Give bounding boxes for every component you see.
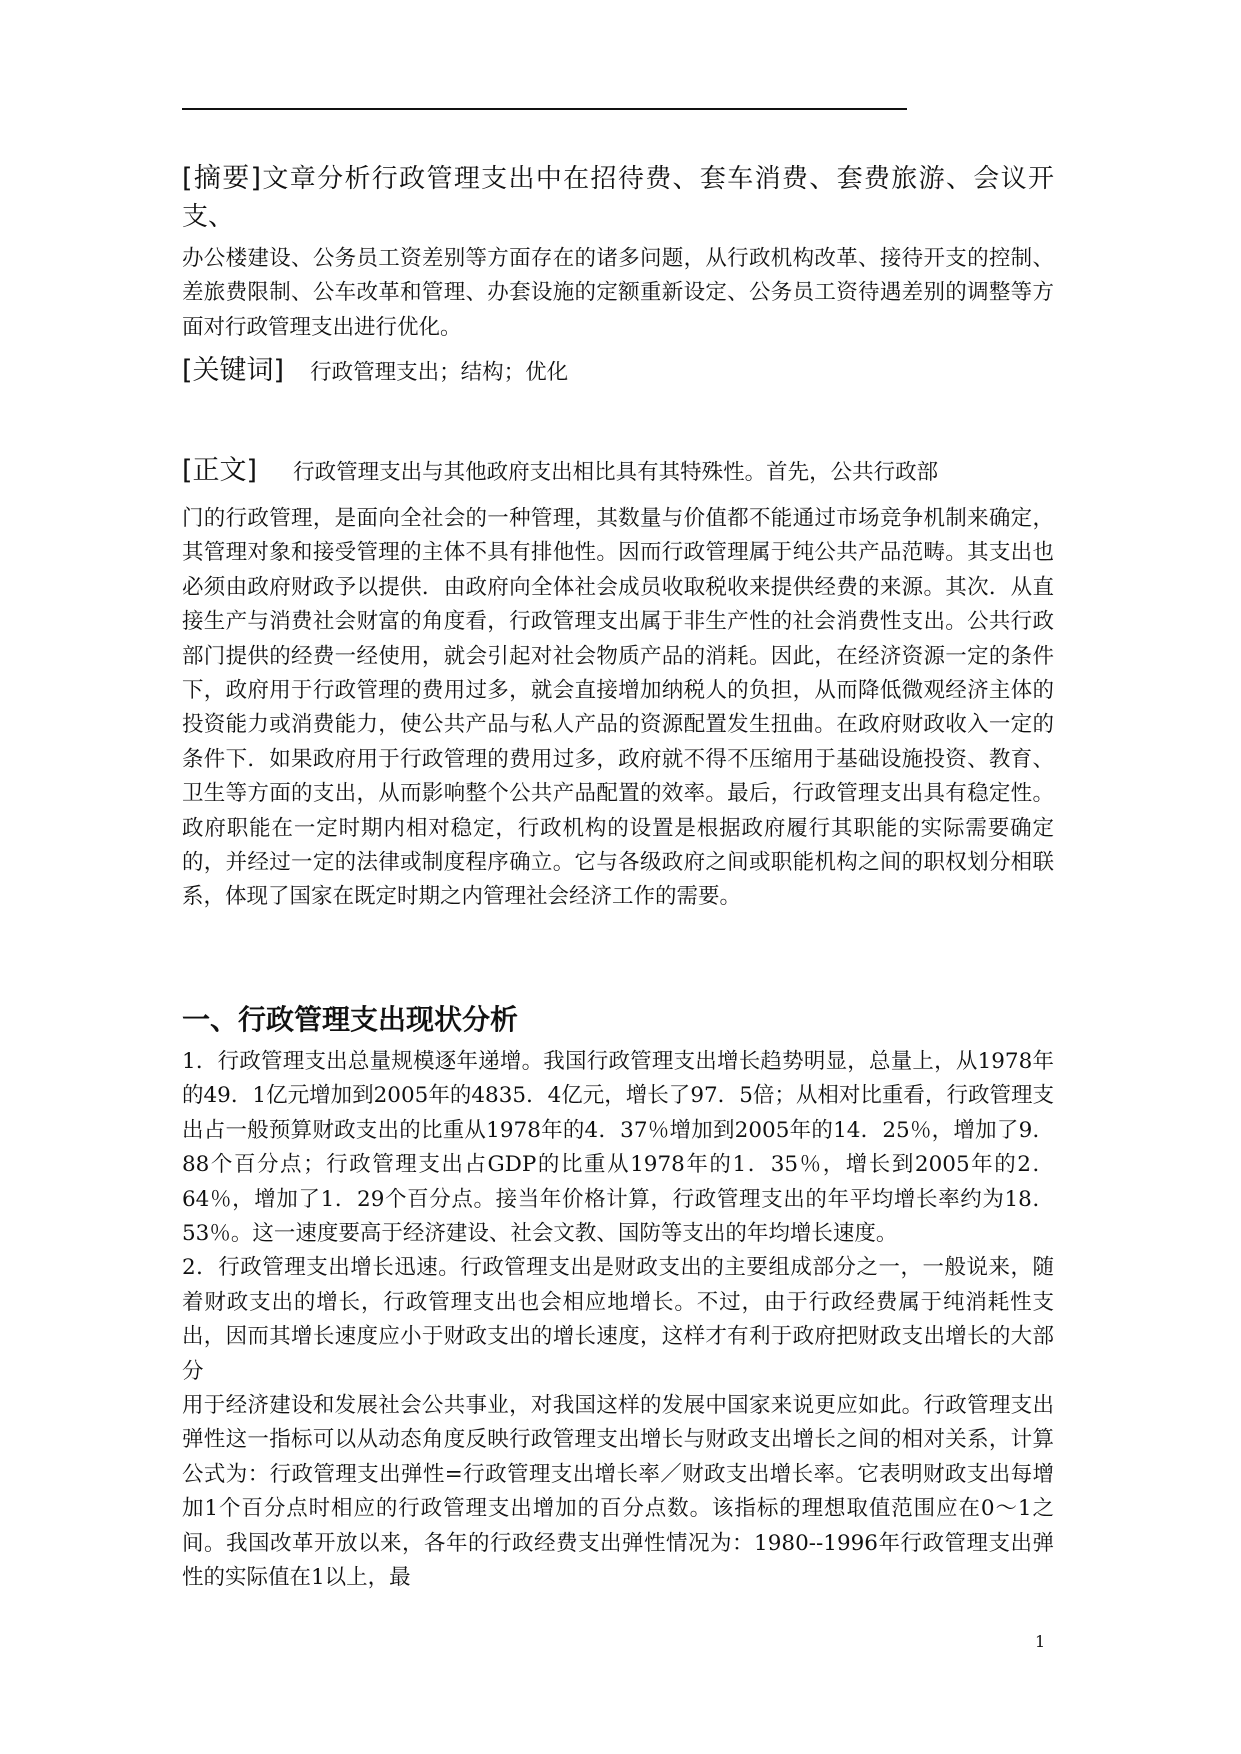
section-paragraph-3: 用于经济建设和发展社会公共事业，对我国这样的发展中国家来说更应如此。行政管理支出弹性这一指标可以从动态角度反映行政管理支出增长与财政支出增长之间的相对关系，计算公式为：行政管理支出弹性=行政管理支出增长率／财政支出增长率。它表明财政支出每增加1个百分点时相应的行政管理支出增加的百分点数。该指标的理想取值范围应在0～1之间。我国改革开放以来，各年的行政经费支出弹性情况为：1980--1996年行政管理支出弹性的实际值在1以上，最	[182, 1393, 1054, 1591]
main-text-body: 门的行政管理，是面向全社会的一种管理，其数量与价值都不能通过市场竞争机制来确定，其管理对象和接受管理的主体不具有排他性。因而行政管理属于纯公共产品范畴。其支出也必须由政府财政予以提供．由政府向全体社会成员收取税收来提供经费的来源。其次．从直接生产与消费社会财富的角度看，行政管理支出属于非生产性的社会消费性支出。公共行政部门提供的经费一经使用，就会引起对社会物质产品的消耗。因此，在经济资源一定的条件下，政府用于行政管理的费用过多，就会直接增加纳税人的负担，从而降低微观经济主体的投资能力或消费能力，使公共产品与私人产品的资源配置发生扭曲。在政府财政收入一定的条件下．如果政府用于行政管理的费用过多，政府就不得不压缩用于基础设施投资、教育、卫生等方面的支出，从而影响整个公共产品配置的效率。最后，行政管理支出具有稳定性。政府职能在一定时期内相对稳定，行政机构的设置是根据政府履行其职能的实际需要确定的，并经过一定的法律或制度程序确立。它与各级政府之间或职能机构之间的职权划分相联系，体现了国家在既定时期之内管理社会经济工作的需要。	[182, 506, 1054, 910]
keywords-text: 行政管理支出；结构；优化	[310, 360, 569, 385]
page-number: 1	[1035, 1632, 1046, 1651]
section-body	[182, 1045, 1054, 1596]
abstract-tag: [摘要]	[182, 163, 262, 194]
abstract-text: 办公楼建设、公务员工资差别等方面存在的诸多问题，从行政机构改革、接待开支的控制、差旅费限制、公车改革和管理、办套设施的定额重新设定、公务员工资待遇差别的调整等方面对行政管理支出进行优化。	[182, 246, 1054, 340]
keywords-tag: [关键词]	[182, 355, 285, 386]
main-text-first-line: 行政管理支出与其他政府支出相比具有其特殊性。首先，公共行政部	[293, 460, 939, 485]
main-text-tag: [正文]	[182, 455, 258, 486]
abstract-lead	[182, 160, 1054, 236]
section-heading: 一、行政管理支出现状分析	[182, 1003, 519, 1036]
main-text-section	[182, 452, 1054, 915]
abstract-section	[182, 160, 1054, 345]
section-paragraph-1: 1．行政管理支出总量规模逐年递增。我国行政管理支出增长趋势明显，总量上，从1978年的49．1亿元增加到2005年的4835．4亿元，增长了97．5倍；从相对比重看，行政管理支出占一般预算财政支出的比重从1978年的4．37％增加到2005年的14．25％，增加了9．88个百分点；行政管理支出占GDP的比重从1978年的1．35％，增长到2005年的2．64％，增加了1．29个百分点。接当年价格计算，行政管理支出的年平均增长率约为18．53％。这一速度要高于经济建设、社会文教、国防等支出的年均增长速度。	[182, 1049, 1054, 1247]
abstract-first-line: 文章分析行政管理支出中在招待费、套车消费、套费旅游、会议开支、	[182, 164, 1054, 232]
section-paragraph-2: 2．行政管理支出增长迅速。行政管理支出是财政支出的主要组成部分之一，一般说来，随着财政支出的增长，行政管理支出也会相应地增长。不过，由于行政经费属于纯消耗性支出，因而其增长速度应小于财政支出的增长速度，这样才有利于政府把财政支出增长的大部分	[182, 1255, 1054, 1384]
main-text-lead	[182, 452, 1054, 492]
keywords-section	[182, 352, 1054, 392]
header-rule	[182, 108, 907, 110]
